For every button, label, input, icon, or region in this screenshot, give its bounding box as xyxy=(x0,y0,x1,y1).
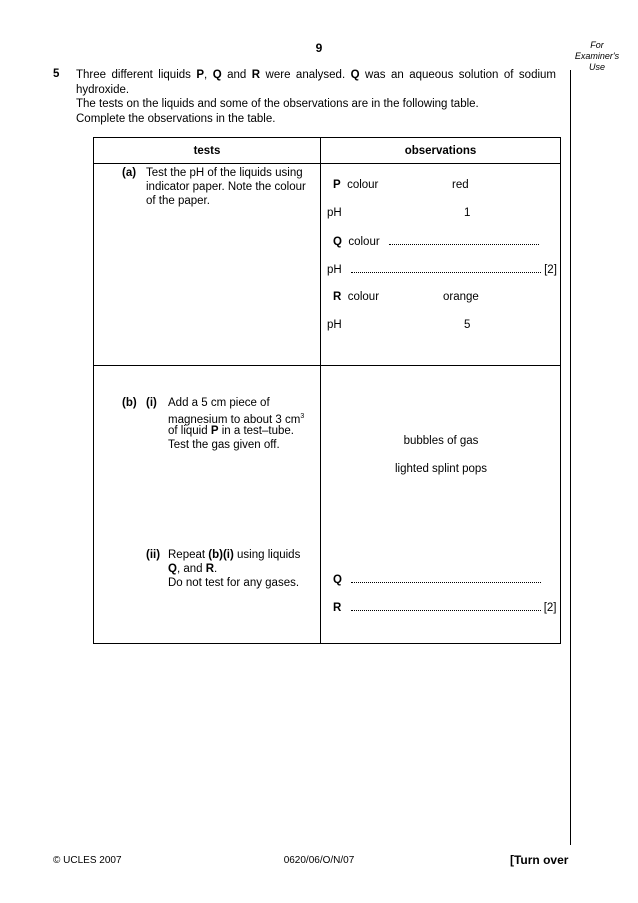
part-b-i-text-1: Add a 5 cm piece of xyxy=(168,397,270,409)
examiner-margin-rule xyxy=(570,70,571,845)
q-colour-row: Q colour xyxy=(333,234,539,249)
q-ph-row: pH [2] xyxy=(327,264,557,276)
observation-bubbles: bubbles of gas xyxy=(403,435,479,447)
turn-over: [Turn over xyxy=(510,853,569,867)
footer-code: 0620/06/O/N/07 xyxy=(283,855,355,866)
r-ph-value: 5 xyxy=(464,319,471,331)
q-observation-answer-line[interactable] xyxy=(351,572,541,583)
part-b-observation-cell xyxy=(321,366,561,644)
part-b-i-text-4: Test the gas given off. xyxy=(168,439,280,451)
footer-copyright: © UCLES 2007 xyxy=(53,855,122,866)
examiner-line2: Examiner's xyxy=(574,51,620,61)
part-b-label: (b) xyxy=(122,397,137,409)
header-tests: tests xyxy=(94,138,321,164)
part-b-marks: [2] xyxy=(543,602,557,614)
intro-line-2: hydroxide. xyxy=(76,83,130,96)
observation-splint: lighted splint pops xyxy=(394,463,488,475)
header-observations: observations xyxy=(321,138,561,164)
p-colour-row: P colour xyxy=(333,179,379,191)
question-intro xyxy=(76,68,556,126)
part-b-ii-label: (ii) xyxy=(146,549,161,561)
part-a-observation-cell xyxy=(321,164,561,366)
part-a-text-3: of the paper. xyxy=(146,195,210,207)
examiner-line1: For xyxy=(590,40,604,50)
part-a-marks: [2] xyxy=(544,264,557,276)
r-colour-row: R colour xyxy=(333,291,380,303)
r-colour-value: orange xyxy=(443,291,479,303)
intro-line-3: The tests on the liquids and some of the observations are in the following table. xyxy=(76,98,479,110)
question-number: 5 xyxy=(53,68,60,80)
examiner-use-label xyxy=(572,40,622,73)
part-b-ii-text-3: Do not test for any gases. xyxy=(168,577,300,589)
part-b-ii-text-1: Repeat (b)(i) using liquids xyxy=(168,549,301,561)
part-a-text-1: Test the pH of the liquids using xyxy=(146,167,303,179)
p-ph-label: pH xyxy=(327,207,342,219)
page-number: 9 xyxy=(315,41,323,55)
p-colour-value: red xyxy=(452,179,469,191)
part-b-i-text-3: of liquid P in a test–tube. xyxy=(168,425,294,437)
intro-line-4: Complete the observations in the table. xyxy=(76,112,276,125)
part-b-i-label: (i) xyxy=(146,397,157,409)
p-ph-value: 1 xyxy=(464,207,471,219)
part-b-i-text-2: magnesium to about 3 $cm^3$ xyxy=(168,413,305,426)
part-a-test-cell xyxy=(94,164,321,366)
part-a-text-2: indicator paper. Note the colour xyxy=(146,181,306,193)
r-observation-answer-line[interactable] xyxy=(351,600,541,611)
q-observation-row: Q xyxy=(333,572,541,587)
intro-line-1: Three different liquids P, Q and R were analysed. Q was an aqueous solution of sodium xyxy=(76,69,557,81)
r-observation-row: R [2] xyxy=(333,602,557,614)
r-ph-label: pH xyxy=(327,319,342,331)
q-ph-answer-line[interactable] xyxy=(351,262,541,273)
examiner-line3: Use xyxy=(588,62,605,72)
part-b-ii-text-2: Q, and R. xyxy=(168,563,218,575)
part-b-test-cell xyxy=(94,366,321,644)
results-table xyxy=(93,137,561,644)
part-a-label: (a) xyxy=(122,167,137,179)
q-colour-answer-line[interactable] xyxy=(389,234,539,245)
